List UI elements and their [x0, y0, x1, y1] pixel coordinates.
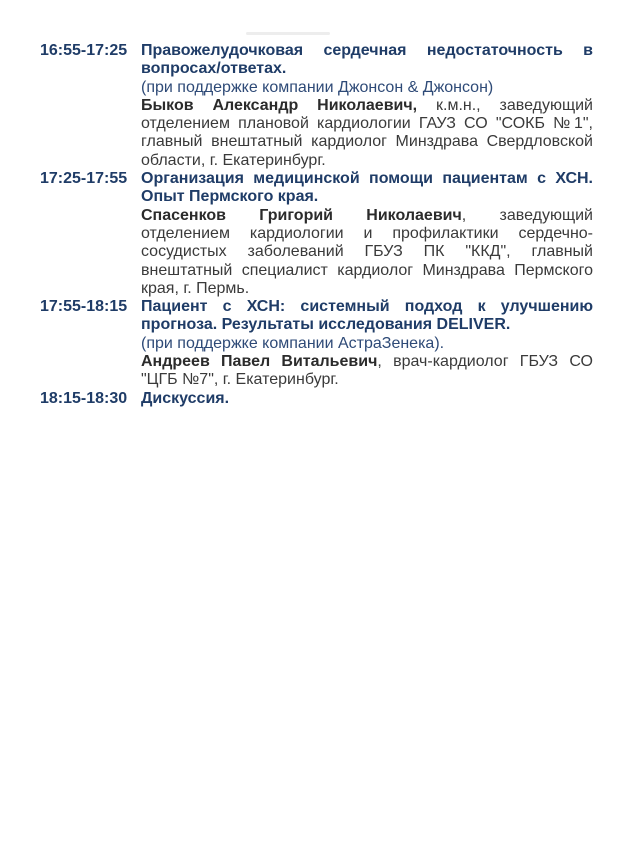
session-title: Дискуссия. [141, 389, 230, 407]
session-title: Организация медицинской помощи пациентам с ХСН. Опыт Пермского края. [141, 170, 593, 206]
session-content [141, 42, 593, 170]
speaker-name: Быков Александр Николаевич, [141, 96, 418, 114]
sponsor-note: (при поддержке компании Джонсон & Джонсон) [141, 78, 494, 96]
session-time: 18:15-18:30 [40, 389, 128, 407]
session-time: 17:55-18:15 [40, 298, 128, 316]
speaker-paragraph [141, 353, 593, 390]
session-block [40, 390, 593, 408]
sponsor-note: (при поддержке компании АстраЗенека). [141, 334, 445, 352]
session-block [40, 170, 593, 298]
speaker-details: , заведующий отделением кардиологии и профилактики сердечно-сосудистых заболеваний ГБУЗ ПК "ККД", главный внештатный специалист кардиолог Минздрава Пермского края, г. Пермь. [141, 206, 593, 297]
speaker-name: Спасенков Григорий Николаевич [141, 206, 462, 224]
session-block [40, 298, 593, 389]
session-time: 17:25-17:55 [40, 170, 128, 188]
session-title: Правожелудочковая сердечная недостаточность в вопросах/ответах. [141, 42, 593, 78]
speaker-details: , врач-кардиолог ГБУЗ СО "ЦГБ №7", г. Екатеринбург. [141, 353, 593, 389]
session-content [141, 170, 593, 298]
speaker-name: Андреев Павел Витальевич [141, 353, 378, 371]
session-content [141, 390, 593, 408]
speaker-details: к.м.н., заведующий отделением плановой кардиологии ГАУЗ СО "СОКБ №1", главный внештатный кардиолог Минздрава Свердловской области, г. Екатеринбург. [141, 96, 593, 169]
session-title: Пациент с ХСН: системный подход к улучшению прогноза. Результаты исследования DELIVER. [141, 298, 593, 334]
scan-artifact [246, 32, 330, 35]
session-time: 16:55-17:25 [40, 42, 128, 59]
speaker-paragraph [141, 207, 593, 298]
speaker-paragraph [141, 97, 593, 170]
session-schedule [40, 42, 593, 408]
session-block [40, 42, 593, 170]
session-content [141, 298, 593, 389]
